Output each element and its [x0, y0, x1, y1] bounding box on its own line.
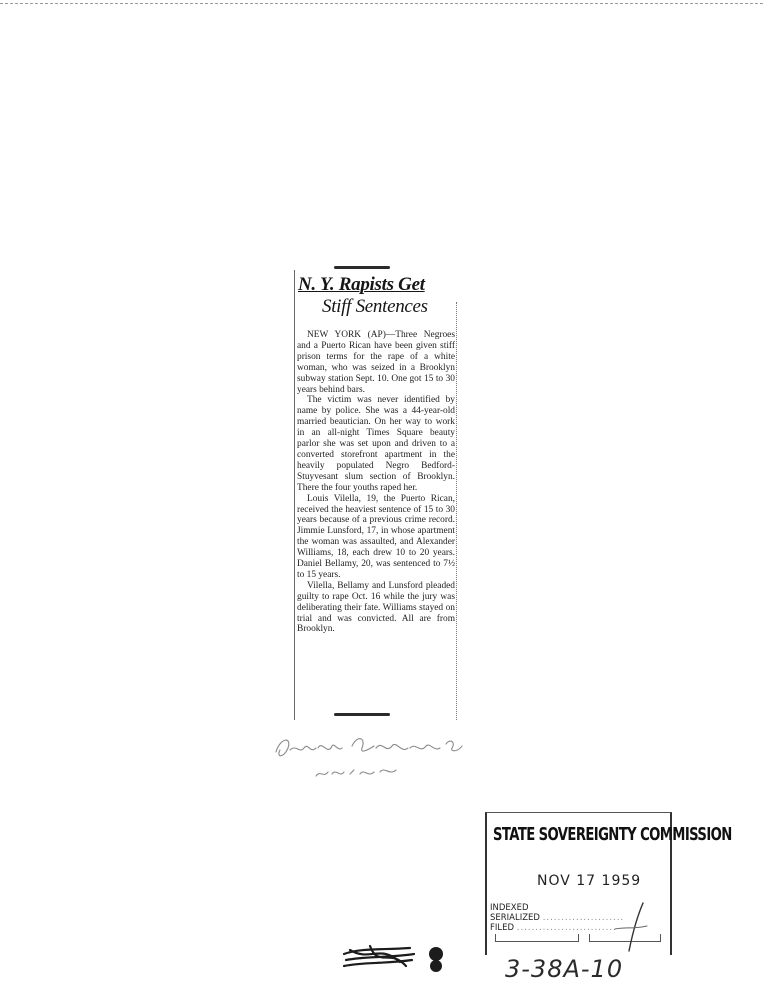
clipping-headline: [298, 274, 458, 318]
stamp-date: NOV 17 1959: [537, 873, 642, 889]
article-paragraph-4: Vilella, Bellamy and Lunsford pleaded guilty to rape Oct. 16 while the jury was deliberating their fate. Williams stayed on trial and was convicted. All are from Brooklyn.: [297, 580, 455, 635]
clipping-body: [297, 330, 455, 635]
page-top-border: [0, 3, 763, 4]
stamp-box-left: [495, 934, 579, 942]
commission-stamp: [485, 812, 732, 955]
article-paragraph-2: The victim was never identified by name by police. She was a 44-year-old married beautician. On her way to work in an all-night Times Square beauty parlor she was set upon and driven to a converted storefront apartment in the heavily populated Negro Bedford-Stuyvesant slum section of Brooklyn. There the four youths raped her.: [297, 395, 455, 493]
clipping-top-rule: [334, 266, 390, 269]
newspaper-clipping: [294, 262, 459, 720]
scribbled-out-mark: [340, 940, 455, 976]
stamp-field-filed: FILED ...........................: [490, 923, 617, 933]
headline-line-2: Stiff Sentences: [322, 296, 428, 317]
clipping-left-edge: [294, 270, 295, 720]
article-paragraph-1: NEW YORK (AP)—Three Negroes and a Puerto Rican have been given stiff prison terms for the rape of a white woman, who was seized in a Brooklyn subway station Sept. 10. One got 15 to 30 years behind bars.: [297, 330, 455, 395]
file-number: 3-38A-10: [505, 955, 624, 983]
stamp-title: STATE SOVEREIGNTY COMMISSION: [493, 825, 732, 846]
clipping-bottom-rule: [334, 713, 390, 716]
stamp-field-indexed: INDEXED: [490, 903, 529, 913]
clipping-right-edge: [456, 302, 457, 720]
article-paragraph-3: Louis Vilella, 19, the Puerto Rican, received the heaviest sentence of 15 to 30 years because of a previous crime record. Jimmie Lunsford, 17, in whose apartment the woman was assaulted, and Alexander Williams, 18, each drew 10 to 20 years. Daniel Bellamy, 20, was sentenced to 7½ to 15 years.: [297, 493, 455, 580]
stamp-field-serialized: SERIALIZED ......................: [490, 913, 625, 923]
headline-line-1: N. Y. Rapists Get: [298, 274, 425, 295]
handwritten-source-note: [270, 728, 470, 788]
stamp-pen-mark: [607, 899, 657, 955]
